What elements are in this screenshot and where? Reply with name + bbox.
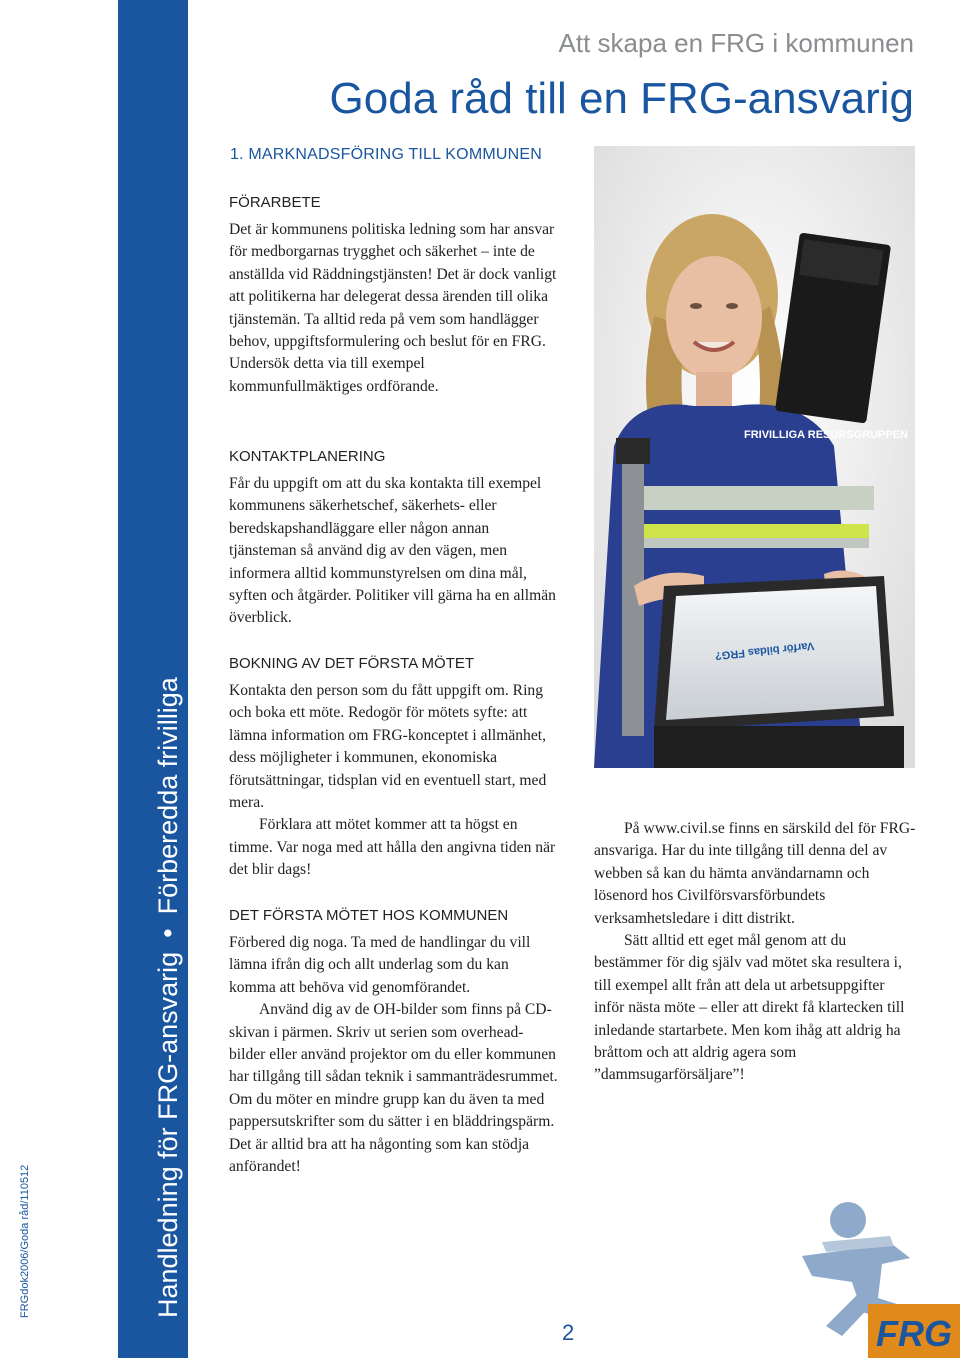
slide-text: Varför bildas FRG? — [714, 639, 815, 662]
frg-logo — [782, 1186, 960, 1358]
page-title: Goda råd till en FRG-ansvarig — [329, 74, 914, 123]
section-forarbete — [229, 194, 559, 398]
document-code: FRGdok2006/Goda råd/110512 — [19, 1164, 31, 1318]
heading-kontakt: KONTAKTPLANERING — [229, 448, 386, 465]
text-bokning-1: Kontakta den person som du fått uppgift om. Ring och boka ett möte. Redogör för mötets syfte: att lämna information om FRG-konceptet i allmänhet, dess möjligheter i kommunen, ekonomiska förutsättningar, tidsplan vid en eventuell start, med mera. — [229, 682, 547, 812]
sidebar-title-part1: Handledning för FRG-ansvarig — [153, 951, 183, 1318]
page-number: 2 — [562, 1320, 575, 1345]
sidebar-title — [153, 677, 184, 1318]
vest-text: FRIVILLIGA RESURSGRUPPEN — [744, 429, 908, 441]
heading-forarbete: FÖRARBETE — [229, 194, 321, 211]
text-forarbete: Det är kommunens politiska ledning som har ansvar för medborgarnas trygghet och säkerhet – inte de anställda vid Räddningstjänsten! Det är dock vanligt att politikerna har delegerat dessa ärenden till olika tjänstemän. Ta alltid reda på vem som handlägger behov, uppgiftsformulering och beslut för en FRG. Undersök detta via till exempel kommunfullmäktiges ordförande. — [229, 221, 557, 395]
photo-illustration — [594, 146, 915, 768]
text-forsta-motet-1: Förbered dig noga. Ta med de handlingar du vill lämna ifrån dig och allt underlag som du kan komma att behöva vid genomförandet. — [229, 934, 531, 996]
frg-running-figure-icon — [782, 1186, 960, 1358]
text-forsta-motet-2: Använd dig av de OH-bilder som finns på CD-skivan i pärmen. Skriv ut serien som overhead-bilder eller använd projektor om du eller kommunen har tillgång till sådan teknik i sammanträdesrummet. Om du möter en mindre grupp kan du även ta med pappersutskrifter som du sätter i en bläddringspärm. Det är alltid bra att ha någonting som kan stödja anförandet! — [229, 1001, 558, 1176]
photo-overhead-projector — [594, 146, 915, 768]
sidebar-title-part2: Förberedda frivilliga — [153, 677, 183, 915]
section-heading: 1. MARKNADSFÖRING TILL KOMMUNEN — [230, 146, 543, 163]
right-text-2: Sätt alltid ett eget mål genom att du bestämmer för dig själv vad mötet ska resultera i, till exempel allt från att dela ut arbetsuppgifter inför nästa möte – eller att direkt få klartecken till inledande startarbete. Men kom ihåg att aldrig ha bråttom och att aldrig agera som ”dammsugarförsäljare”! — [594, 932, 905, 1084]
text-kontakt: Får du uppgift om att du ska kontakta till exempel kommunens säkerhetschef, säkerhets- eller beredskapshandläggare eller någon annan tjänsteman så använd dig av den vägen, men informera alltid kommunstyrelsen om dina mål, syften och åtgärder. Politiker vill gärna ha en allmän överblick. — [229, 475, 556, 627]
section-bokning — [229, 655, 559, 882]
heading-bokning: BOKNING AV DET FÖRSTA MÖTET — [229, 655, 475, 672]
right-column — [594, 818, 916, 1087]
right-text-1: På www.civil.se finns en särskild del för FRG-ansvariga. Har du inte tillgång till denna del av webben så kan du hämta användarnamn och lösenord hos Civilförsvarsförbundets verksamhetsledare i ditt distrikt. — [594, 820, 916, 927]
heading-forsta-motet: DET FÖRSTA MÖTET HOS KOMMUNEN — [229, 907, 509, 924]
section-forsta-motet — [229, 907, 559, 1178]
section-kontakt — [229, 448, 559, 630]
text-bokning-2: Förklara att mötet kommer att ta högst en timme. Var noga med att hålla den angivna tiden när det blir dags! — [229, 816, 556, 879]
page-supertitle: Att skapa en FRG i kommunen — [558, 28, 914, 58]
logo-text: FRG — [876, 1313, 952, 1354]
sidebar-separator: • — [153, 928, 183, 938]
